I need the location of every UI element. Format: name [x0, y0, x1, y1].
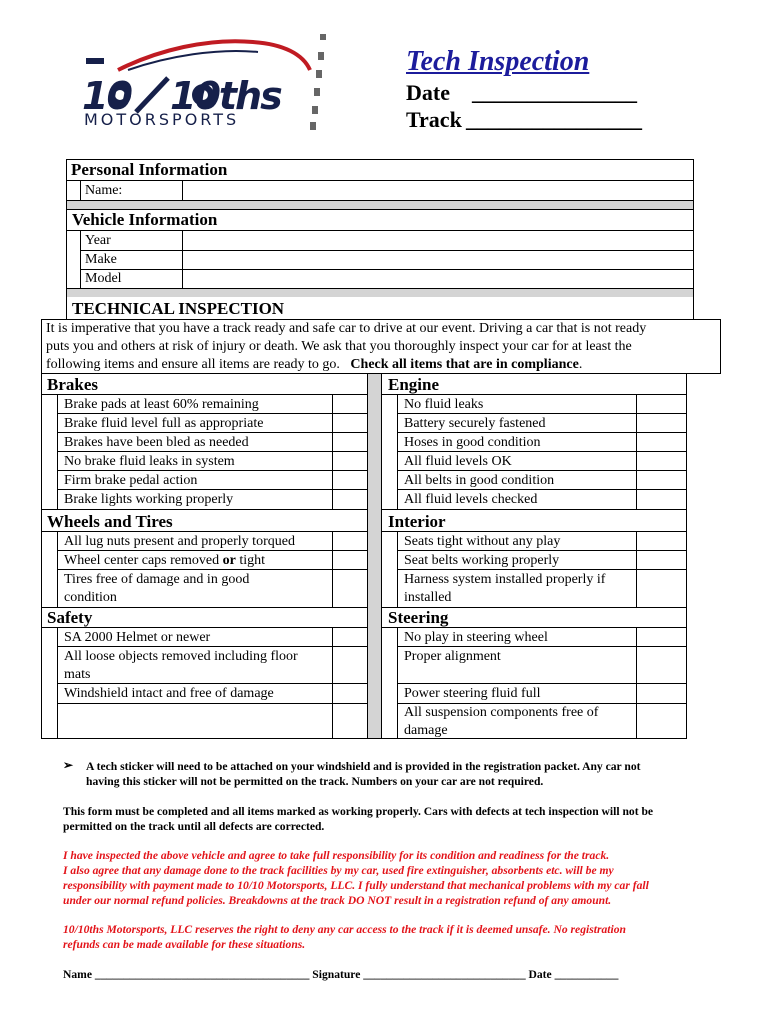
checklist-item: Seat belts working properly — [404, 553, 560, 568]
agreement-line-1: I have inspected the above vehicle and agree to take full responsibility for its condition and readiness for the track. — [63, 849, 610, 862]
engine-heading: Engine — [388, 375, 440, 394]
checklist-item-cont: installed — [404, 590, 452, 605]
checklist-item: No brake fluid leaks in system — [64, 454, 235, 469]
make-label: Make — [85, 252, 117, 267]
agreement-line-2: I also agree that any damage done to the track facilities by my car, used fire extinguisher, absorbents etc. will be my — [63, 864, 614, 877]
sign-date-label: Date — [528, 968, 552, 981]
checklist-item: Brake fluid level full as appropriate — [64, 416, 264, 431]
checklist-item: Firm brake pedal action — [64, 473, 198, 488]
signature-field[interactable]: ____________________________ — [363, 968, 526, 981]
model-input[interactable] — [183, 270, 693, 288]
name-label: Name: — [85, 183, 123, 198]
steering-heading: Steering — [388, 608, 449, 627]
checklist-item: Seats tight without any play — [404, 534, 561, 549]
checklist-item: Brake pads at least 60% remaining — [64, 397, 259, 412]
checklist-item: All fluid levels OK — [404, 454, 512, 469]
signature-label: Signature — [312, 968, 361, 981]
header-date-field[interactable]: _______________ — [472, 80, 637, 105]
form-note-1: This form must be completed and all items marked as working properly. Cars with defects at tech inspection will not be — [63, 805, 654, 818]
checklist-item: Harness system installed properly if — [404, 572, 606, 587]
check-cell-steering[interactable] — [637, 628, 686, 738]
safety-heading: Safety — [47, 608, 93, 627]
year-label: Year — [85, 233, 111, 248]
checklist-item-cont: damage — [404, 723, 448, 738]
make-input[interactable] — [183, 251, 693, 268]
vehicle-info-heading: Vehicle Information — [72, 210, 218, 229]
signature-row — [63, 967, 618, 982]
reserve-line-1: 10/10ths Motorsports, LLC reserves the right to deny any car access to the track if it is deemed unsafe. No registration — [63, 923, 626, 936]
checklist-item: Power steering fluid full — [404, 686, 541, 701]
bullet-icon: ➢ — [63, 758, 74, 772]
name-sign-label: Name — [63, 968, 92, 981]
checklist-item: Brake lights working properly — [64, 492, 234, 507]
header-track-field[interactable]: ________________ — [466, 107, 642, 132]
agreement-line-4: under our normal refund policies. Breakdowns at the track DO NOT result in a registration refund of any amount. — [63, 894, 612, 907]
checklist-item: All loose objects removed including floor — [64, 649, 298, 664]
checklist-item-cont: mats — [64, 667, 91, 682]
checklist-item: Battery securely fastened — [404, 416, 546, 431]
model-label: Model — [85, 271, 122, 286]
interior-heading: Interior — [388, 512, 446, 531]
checklist-item: All belts in good condition — [404, 473, 555, 488]
wheels-heading: Wheels and Tires — [47, 512, 173, 531]
check-cell-interior[interactable] — [637, 532, 686, 607]
logo-brand-right: 10ths — [170, 74, 281, 118]
agreement-line-3: responsibility with payment made to 10/10 Motorsports, LLC. I fully understand that mechanical problems with my car fall — [63, 879, 649, 892]
name-input[interactable] — [183, 181, 693, 200]
personal-info-heading: Personal Information — [71, 160, 228, 179]
year-input[interactable] — [183, 231, 693, 249]
intro-line-1: It is imperative that you have a track ready and safe car to drive at our event. Driving a car that is not ready — [46, 321, 647, 336]
company-logo — [78, 30, 338, 135]
checklist-item: Tires free of damage and in good — [64, 572, 250, 587]
checklist-item: No play in steering wheel — [404, 630, 548, 645]
check-cell-engine[interactable] — [637, 395, 686, 509]
reserve-line-2: refunds can be made available for these situations. — [63, 938, 306, 951]
check-cell-brakes[interactable] — [333, 395, 367, 509]
checklist-item: Brakes have been bled as needed — [64, 435, 249, 450]
checklist-item: Hoses in good condition — [404, 435, 541, 450]
intro-line-2: puts you and others at risk of injury or death. We ask that you thoroughly inspect your car for at least the — [46, 339, 632, 354]
checklist-item: All fluid levels checked — [404, 492, 538, 507]
logo-brand-left: 10 — [82, 74, 131, 118]
check-cell-wheels[interactable] — [333, 532, 367, 607]
checklist-item: Wheel center caps removed or tight — [64, 553, 265, 568]
logo-brand-sub: MOTORSPORTS — [84, 110, 240, 129]
checklist-item: SA 2000 Helmet or newer — [64, 630, 211, 645]
checklist-item: Windshield intact and free of damage — [64, 686, 274, 701]
checklist-item: No fluid leaks — [404, 397, 484, 412]
header-date-label: Date — [406, 80, 450, 105]
sign-date-field[interactable]: ___________ — [554, 968, 619, 981]
sticker-note-2: having this sticker will not be permitted on the track. Numbers on your car are not required. — [86, 775, 544, 788]
name-sign-field[interactable]: _____________________________________ — [94, 968, 310, 981]
form-note-2: permitted on the track until all defects are corrected. — [63, 820, 325, 833]
intro-line-3: following items and ensure all items are ready to go. Check all items that are in compliance. — [46, 357, 583, 372]
checklist-item: Proper alignment — [404, 649, 501, 664]
checklist-item: All suspension components free of — [404, 705, 599, 720]
brakes-heading: Brakes — [47, 375, 98, 394]
page-title: Tech Inspection — [406, 46, 590, 77]
technical-heading: TECHNICAL INSPECTION — [72, 299, 285, 318]
sticker-note-1: A tech sticker will need to be attached on your windshield and is provided in the registration packet. Any car not — [86, 760, 641, 773]
header-track-label: Track — [406, 107, 462, 132]
checklist-item-cont: condition — [64, 590, 117, 605]
checklist-item: All lug nuts present and properly torqued — [64, 534, 295, 549]
check-cell-safety[interactable] — [333, 628, 367, 738]
